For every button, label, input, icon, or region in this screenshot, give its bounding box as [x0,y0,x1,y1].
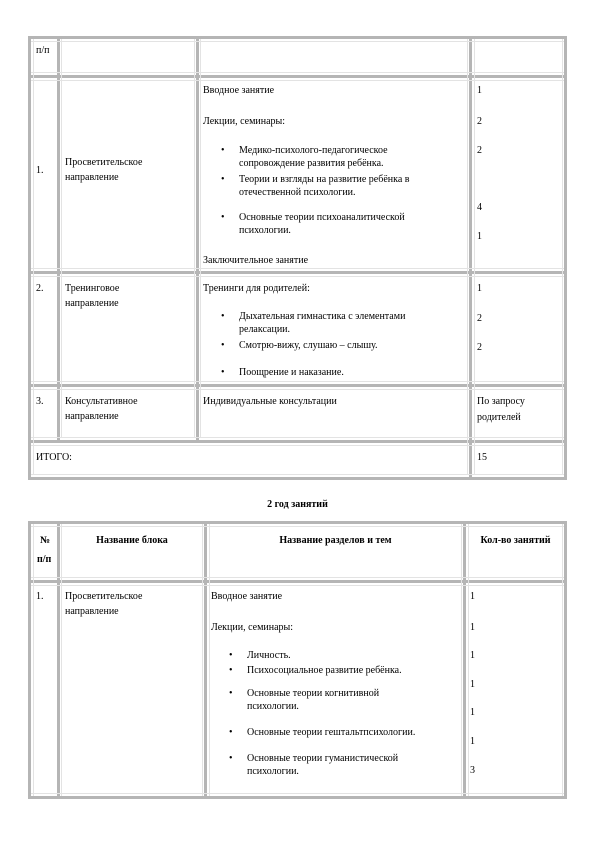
table2-header-num-line2: п/п [37,554,52,565]
table1-row2-num: 2. [36,283,44,294]
list-item: • Основные теории гештальтпсихологии. [247,726,415,739]
table2-row1-count: 1 [470,679,475,690]
table1-total-label: ИТОГО: [36,452,72,463]
table1-row3-block-line2: направление [65,411,119,422]
list-item: • Личность. [247,649,291,662]
list-item: • Психосоциальное развитие ребёнка. [247,664,402,677]
table1-row2-lectures: Тренинги для родителей: [203,283,310,294]
table2-row1-block-line1: Просветительское [65,591,143,602]
list-item: • Поощрение и наказание. [239,366,344,379]
table1-total-value: 15 [477,452,487,463]
table2-row1-intro: Вводное занятие [211,591,283,602]
table2-row1-block-line2: направление [65,606,119,617]
table1-row2-block-line2: направление [65,298,119,309]
table2-row1-count: 3 [470,765,475,776]
table1-row1-final: Заключительное занятие [203,255,309,266]
table2-header-num-line1: № [40,535,51,546]
table2-header-block: Название блока [96,535,168,546]
table2-header-count: Кол-во занятий [480,535,551,546]
table1-row1-num: 1. [36,165,44,176]
table1-row1-count: 2 [477,116,482,127]
table2-row1-count: 1 [470,736,475,747]
table2-header-topics: Название разделов и тем [279,535,392,546]
list-item: • Основные теории когнитивной психологии. [247,687,379,713]
table2-row1-count: 1 [470,591,475,602]
table1-header-num: п/п [36,45,50,56]
table1-row1-block-line2: направление [65,172,119,183]
table1-row3-topics: Индивидуальные консультации [203,396,337,407]
table1-row3-count-line2: родителей [477,412,521,423]
list-item: • Основные теории гуманистической психологии. [247,752,398,778]
table2-row1-lectures: Лекции, семинары: [211,622,294,633]
table1-row2-count: 2 [477,342,482,353]
list-item: • Медико-психолого-педагогическое сопровождение развития ребёнка. [239,144,388,170]
list-item: • Теории и взгляды на развитие ребёнка в отечественной психологии. [239,173,409,199]
table1-row1-count: 1 [477,231,482,242]
table1-row3-num: 3. [36,396,44,407]
table1-row1-intro: Вводное занятие [203,85,275,96]
table1-row1-count: 4 [477,202,482,213]
table1-row2-count: 1 [477,283,482,294]
table1-row3-count-line1: По запросу [477,396,525,407]
table1-row1-block-line1: Просветительское [65,157,143,168]
section-title: 2 год занятий [267,499,328,510]
table1-row1-count: 2 [477,145,482,156]
list-item: • Основные теории психоаналитической психологии. [239,211,405,237]
table2-row1-count: 1 [470,707,475,718]
list-item: • Дыхательная гимнастика с элементами релаксации. [239,310,405,336]
table1-row1-lectures: Лекции, семинары: [203,116,286,127]
list-item: • Смотрю-вижу, слушаю – слышу. [239,339,378,352]
table2-row1-count: 1 [470,650,475,661]
table1-row1-count: 1 [477,85,482,96]
table2-row1-num: 1. [36,591,44,602]
table1-row3-block-line1: Консультативное [65,396,138,407]
table1-row2-block-line1: Тренинговое [65,283,120,294]
table1-row2-count: 2 [477,313,482,324]
table2-row1-count: 1 [470,622,475,633]
